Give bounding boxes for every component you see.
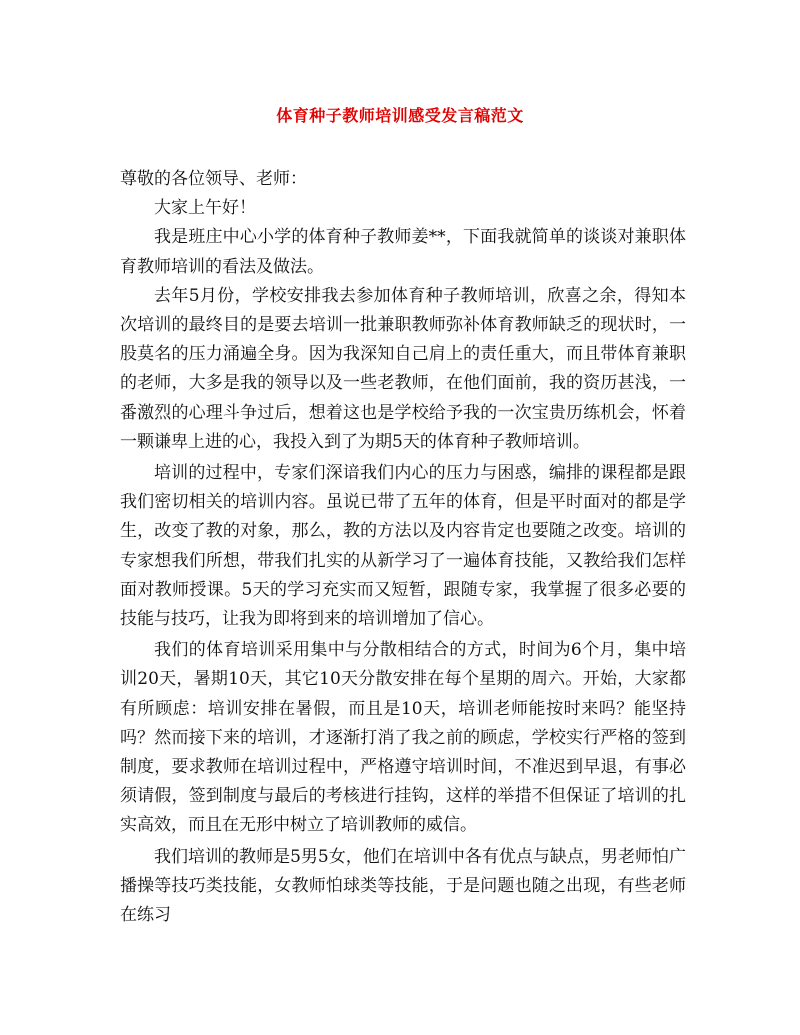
paragraph-trainees: 我们培训的教师是5男5女，他们在培训中各有优点与缺点，男老师怕广播操等技巧类技能，女教师怕球类等技能，于是问题也随之出现，有些老师在练习: [120, 846, 686, 926]
paragraph-opening: 大家上午好！: [154, 198, 256, 219]
document-body: [120, 165, 686, 930]
salutation: 尊敬的各位领导、老师：: [120, 169, 307, 189]
paragraph-training-process: 培训的过程中，专家们深谙我们内心的压力与困惑，编排的课程都是跟我们密切相关的培训内容。虽说已带了五年的体育，但是平时面对的都是学生，改变了教的对象，那么，教的方法以及内容肯定也要随之改变。培训的专家想我们所想，带我们扎实的从新学习了一遍体育技能，又教给我们怎样面对教师授课。5天的学习充实而又短暂，跟随专家，我掌握了很多必要的技能与技巧，让我为即将到来的培训增加了信心。: [120, 463, 686, 630]
paragraph-training-schedule: 我们的体育培训采用集中与分散相结合的方式，时间为6个月，集中培训20天，暑期10天，其它10天分散安排在每个星期的周六。开始，大家都有所顾虑：培训安排在暑假，而且是10天，培训老师能按时来吗？能坚持吗？然而接下来的培训，才逐渐打消了我之前的顾虑，学校实行严格的签到制度，要求教师在培训过程中，严格遵守培训时间，不准迟到早退，有事必须请假，签到制度与最后的考核进行挂钩，这样的举措不但保证了培训的扎实高效，而且在无形中树立了培训教师的威信。: [120, 640, 686, 836]
document-title: 体育种子教师培训感受发言稿范文: [276, 106, 524, 125]
paragraph-background: 去年5月份，学校安排我去参加体育种子教师培训，欣喜之余，得知本次培训的最终目的是要去培训一批兼职教师弥补体育教师缺乏的现状时，一股莫名的压力涌遍全身。因为我深知自己肩上的责任重大，而且带体育兼职的老师，大多是我的领导以及一些老教师，在他们面前，我的资历甚浅，一番激烈的心理斗争过后，想着这也是学校给予我的一次宝贵历练机会，怀着一颗谦卑上进的心，我投入到了为期5天的体育种子教师培训。: [120, 285, 686, 452]
paragraph-introduction: 我是班庄中心小学的体育种子教师姜**，下面我就简单的谈谈对兼职体育教师培训的看法及做法。: [120, 227, 686, 277]
